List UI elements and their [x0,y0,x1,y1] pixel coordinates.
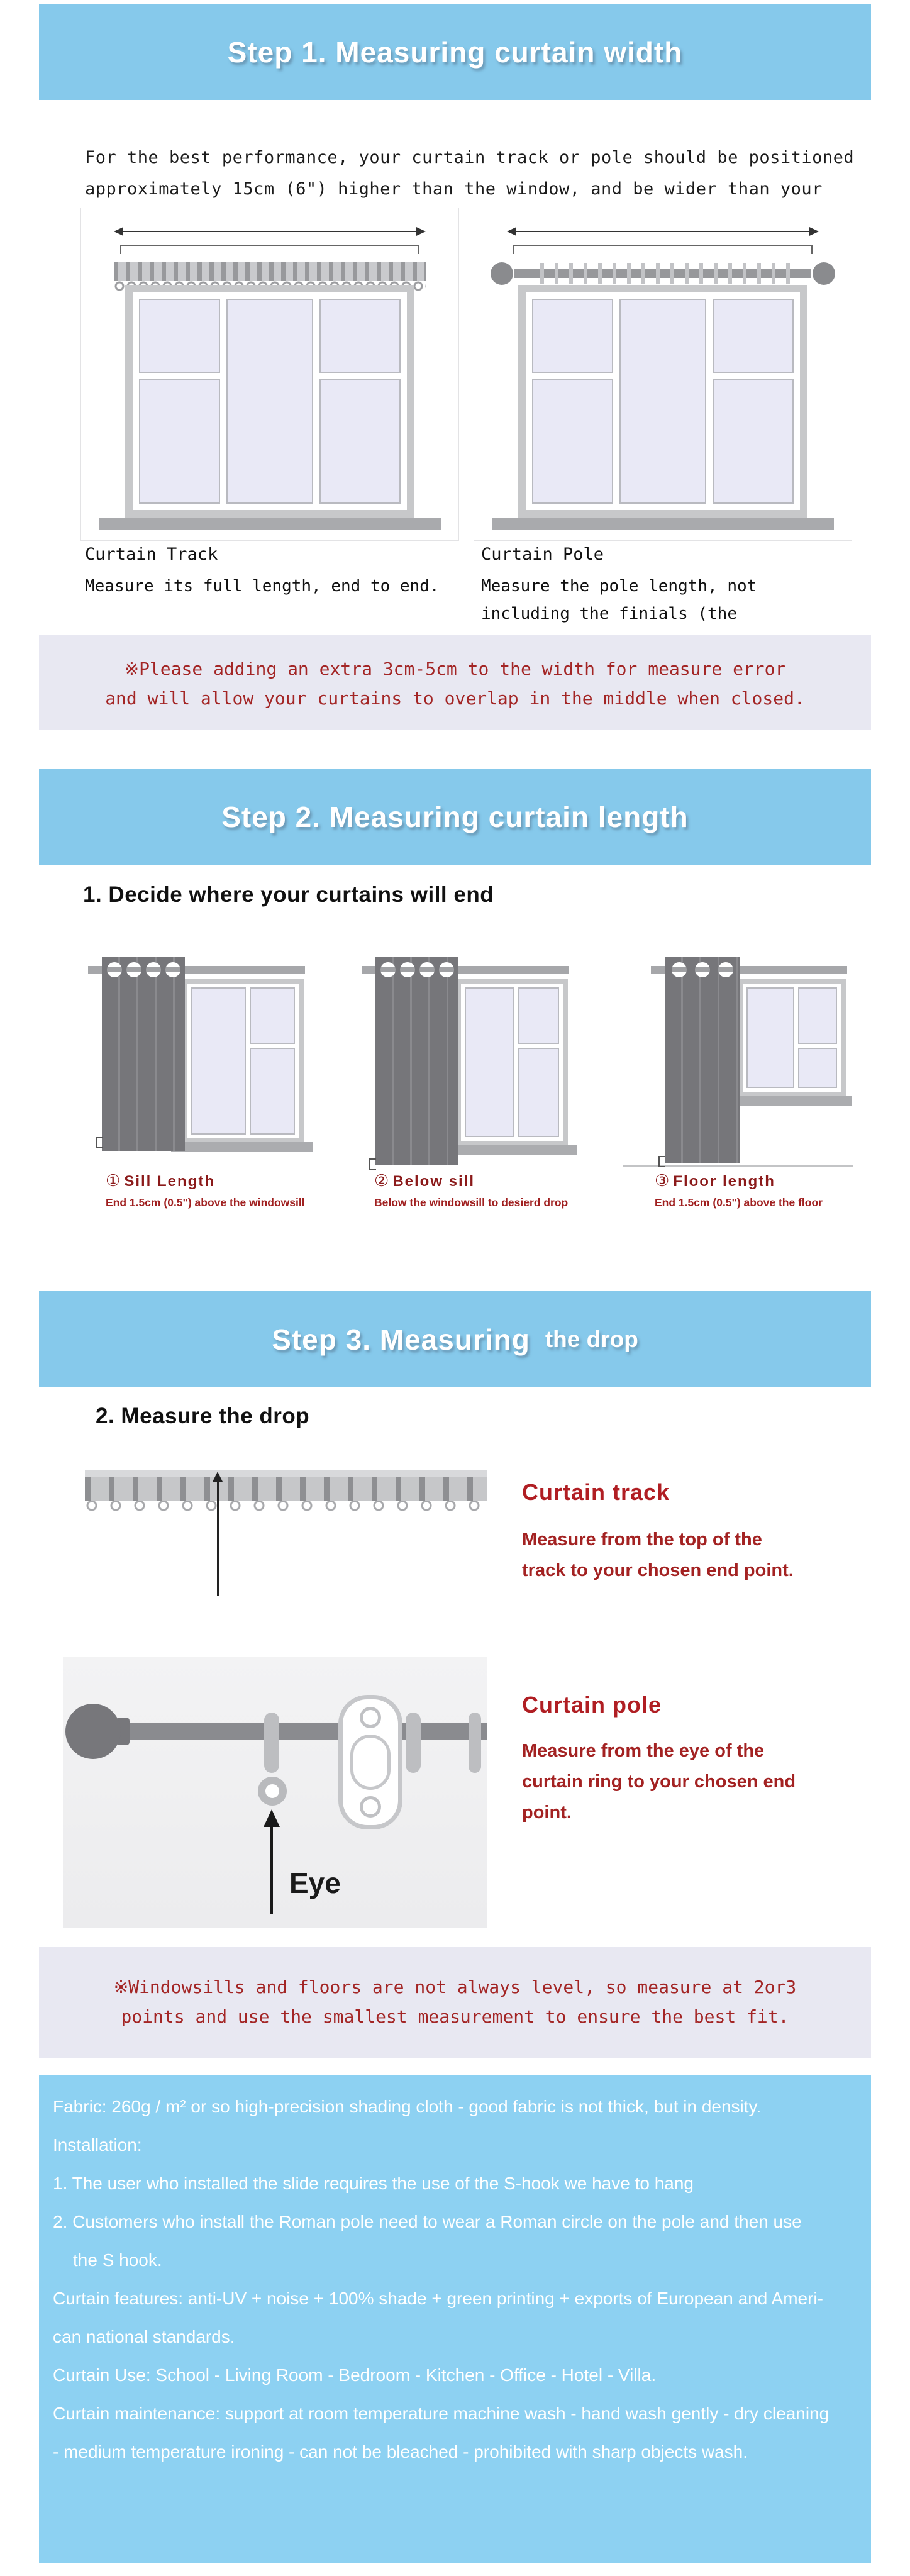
windowsill-graphic [492,518,834,530]
sill-length-desc: End 1.5cm (0.5") above the windowsill [106,1196,305,1209]
curtain-track-desc: Measure its full length, end to end. [85,577,440,596]
step3-title-sub: the drop [545,1326,638,1352]
windowsill-graphic [445,1145,577,1155]
window-pane [250,987,295,1044]
grommet-icon [146,962,161,977]
step1-intro [85,142,854,205]
below-sill-label [374,1171,475,1191]
window-pane [518,1048,559,1137]
windowsill-graphic [99,518,441,530]
bracket-collar [350,1735,391,1790]
pole-desc-line1: Measure from the eye of the [522,1741,765,1761]
curtain-pole-desc-line2: including the finials (the [481,604,737,623]
width-note-line2: and will allow your curtains to overlap in the middle when closed. [105,688,805,709]
window-right-column [518,987,559,1137]
width-arrow-icon [516,231,810,232]
step1-banner [39,4,871,100]
eye-pointer-line [270,1826,273,1914]
bracket-screw-icon [360,1796,381,1818]
window-graphic [125,285,414,518]
option3-number: ③ [655,1171,670,1190]
step2-subheading: 1. Decide where your curtains will end [83,882,494,907]
info-features2: can national standards. [53,2327,235,2346]
floor-line [623,1165,853,1167]
info-install-step1: 1. The user who installed the slide requires the use of the S-hook we have to hang [53,2174,694,2193]
grommet-row [667,962,738,977]
grommet-icon [400,962,415,977]
window-center-pane [226,299,314,504]
curtain-graphic [375,957,458,1165]
window-pane [319,379,401,504]
window-pane [139,379,220,504]
window-pane [713,299,794,373]
drop-measure-line [217,1481,219,1596]
curtain-pole-label: Curtain Pole [481,545,604,564]
pole-desc-line3: point. [522,1802,572,1823]
level-note-line2: points and use the smallest measurement to ensure the best fit. [121,2006,789,2027]
track-hook-loops [85,1501,487,1512]
width-note [39,635,871,730]
step1-intro-line2: approximately 15cm (6") higher than the window, and be wider than your [85,179,823,199]
track-desc-line2: track to your chosen end point. [522,1560,794,1580]
curtain-ring [469,1713,481,1773]
window-graphic [182,979,304,1143]
end-point-mark [658,1156,665,1167]
track-desc-line1: Measure from the top of the [522,1530,762,1550]
grommet-row [104,962,182,977]
curtain-track-illustration [80,208,459,541]
curtain-track-drop-desc [522,1524,794,1586]
pole-rings [530,263,796,284]
curtain-pole-graphic [493,262,833,285]
window-pane [798,987,837,1044]
window-frame [133,292,407,510]
step1-intro-line1: For the best performance, your curtain track or pole should be positioned [85,148,855,167]
window-pane [532,379,613,504]
window-right-column [798,987,837,1088]
curtain-ring [264,1713,279,1773]
grommet-icon [107,962,122,977]
option2-label: Below sill [392,1173,475,1190]
window-pane [319,299,401,373]
end-point-mark [96,1137,103,1148]
window-pane [798,1048,837,1088]
info-maintenance: Curtain maintenance: support at room temperature machine wash - hand wash gently - dry cleaning [53,2404,830,2423]
info-install-step2b: the S hook. [73,2250,162,2270]
window-right-column [319,299,401,504]
curtain-pole-illustration [474,208,852,541]
info-use: Curtain Use: School - Living Room - Bedroom - Kitchen - Office - Hotel - Villa. [53,2365,657,2385]
info-features: Curtain features: anti-UV + noise + 100% shade + green printing + exports of European and Ameri- [53,2289,823,2308]
window-pane [746,987,794,1088]
windowsill-graphic [726,1096,852,1106]
curtain-pole-desc [481,572,757,628]
bracket-screw-icon [360,1707,381,1728]
grommet-icon [380,962,396,977]
arrow-right-icon [416,227,426,236]
grommet-icon [672,962,687,977]
track-body [85,1477,487,1501]
arrow-right-icon [809,227,819,236]
window-pane [139,299,220,373]
window-left-column [532,299,613,504]
grommet-icon [126,962,141,977]
info-install-step2: 2. Customers who install the Roman pole need to wear a Roman circle on the pole and then use [53,2212,802,2231]
curtain-track-drop-illustration [85,1470,487,1512]
grommet-icon [439,962,454,977]
measure-bracket-icon [513,245,813,254]
step1-title: Step 1. Measuring curtain width [227,35,683,69]
track-top-rail [85,1470,487,1477]
curtain-track-graphic [114,262,426,281]
pole-finial [65,1704,121,1759]
curtain-pole-drop-desc [522,1736,796,1828]
curtain-pole-drop-illustration [63,1657,487,1928]
pole-finial-left [491,262,513,285]
curtain-graphic [665,957,740,1163]
window-center-pane [619,299,707,504]
end-point-mark [369,1158,376,1170]
arrow-left-icon [507,227,516,236]
info-maintenance2: - medium temperature ironing - can not be bleached - prohibited with sharp objects wash. [53,2442,748,2462]
window-frame [526,292,800,510]
grommet-icon [165,962,180,977]
step3-banner [39,1291,871,1387]
width-arrow-icon [123,231,417,232]
window-pane [713,379,794,504]
option3-label: Floor length [673,1173,775,1190]
ring-eye-icon [258,1777,287,1806]
step2-banner [39,769,871,865]
sill-length-label [106,1171,215,1191]
option1-label: Sill Length [124,1173,215,1190]
grommet-icon [419,962,435,977]
window-frame [461,984,563,1141]
curtain-track-heading: Curtain track [522,1479,670,1505]
below-sill-illustration [362,957,569,1171]
window-graphic [738,979,846,1097]
windowsill-graphic [171,1142,313,1152]
curtain-graphic [102,957,185,1151]
floor-length-illustration [651,957,847,1171]
width-note-line1: ※Please adding an extra 3cm-5cm to the width for measure error [124,658,786,679]
pole-finial-right [813,262,835,285]
window-pane [250,1048,295,1135]
up-arrow-icon [213,1472,223,1482]
floor-length-desc: End 1.5cm (0.5") above the floor [655,1196,823,1209]
window-right-column [250,987,295,1135]
pole-desc-line2: curtain ring to your chosen end [522,1772,796,1792]
curtain-pole-desc-line1: Measure the pole length, not [481,577,757,596]
below-sill-desc: Below the windowsill to desierd drop [374,1196,569,1209]
level-note [39,1947,871,2058]
product-info-section [39,2075,871,2563]
info-installation: Installation: [53,2135,142,2155]
window-graphic [456,979,568,1146]
info-fabric: Fabric: 260g / m² or so high-precision shading cloth - good fabric is not thick, but in density. [53,2097,762,2116]
window-pane [532,299,613,373]
up-arrow-icon [264,1809,280,1827]
window-graphic [518,285,807,518]
measure-bracket-icon [120,245,419,254]
window-left-column [139,299,220,504]
step3-subheading: 2. Measure the drop [96,1404,310,1428]
window-pane [518,987,559,1044]
curtain-track-label: Curtain Track [85,545,218,564]
curtain-pole-heading: Curtain pole [522,1692,662,1718]
step3-title-main: Step 3. Measuring [272,1323,530,1356]
pole-bar [123,1723,487,1740]
grommet-icon [718,962,733,977]
window-frame [187,984,299,1138]
window-right-column [713,299,794,504]
sill-length-illustration [88,957,305,1171]
window-pane [191,987,246,1135]
window-frame [743,984,841,1092]
wall-bracket [338,1695,402,1829]
level-note-line1: ※Windowsills and floors are not always level, so measure at 2or3 [113,1977,797,1997]
floor-length-label [655,1171,775,1191]
grommet-row [378,962,456,977]
grommet-icon [695,962,710,977]
option2-number: ② [374,1171,389,1190]
eye-label: Eye [289,1867,341,1899]
option1-number: ① [106,1171,121,1190]
curtain-ring [406,1713,421,1773]
window-pane [465,987,514,1137]
arrow-left-icon [114,227,123,236]
step2-title: Step 2. Measuring curtain length [221,800,689,833]
